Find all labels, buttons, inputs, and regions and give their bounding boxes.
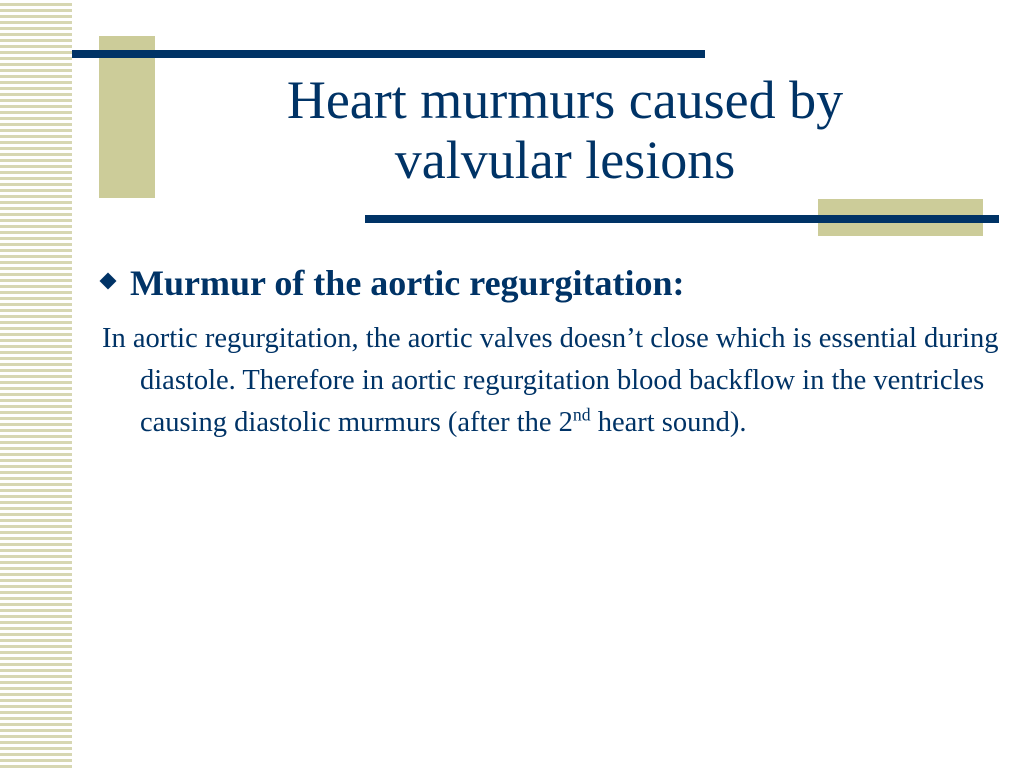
title-rule-top [72, 50, 705, 58]
accent-block-left [99, 36, 155, 198]
bullet-heading [102, 260, 685, 306]
heading-text: Murmur of the aortic regurgitation: [130, 263, 685, 303]
decorative-stripes [0, 0, 72, 768]
body-text-main: In aortic regurgitation, the aortic valves doesn’t close which is essential during diastole. Therefore in aortic regurgitation blood backflow in the ventricles causing diastolic murmurs (after the 2 [102, 323, 999, 438]
slide-title-line-1: Heart murmurs caused by [286, 70, 844, 130]
diamond-bullet-icon [100, 273, 117, 290]
title-rule-bottom [365, 215, 999, 223]
body-paragraph [102, 318, 1020, 444]
slide-title [160, 70, 970, 190]
body-text-end: heart sound). [590, 407, 747, 438]
slide-title-line-2: valvular lesions [394, 130, 736, 190]
ordinal-superscript: nd [572, 404, 591, 425]
